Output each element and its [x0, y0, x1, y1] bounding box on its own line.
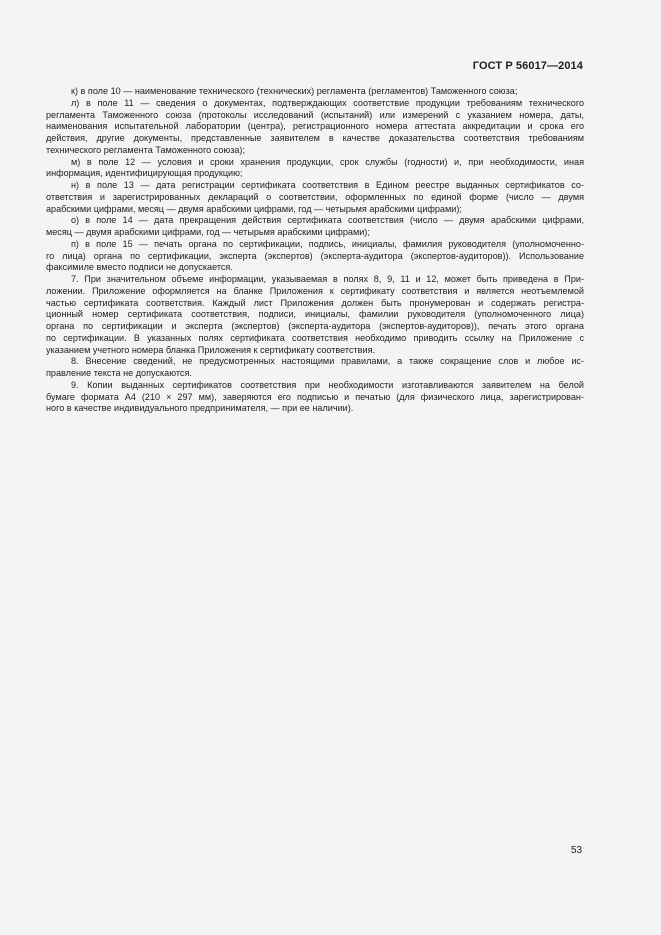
paragraph-p: [46, 239, 584, 274]
paragraph-7: [46, 274, 584, 356]
text-line: технического регламента Таможенного союза);: [46, 144, 245, 155]
text-line: правление текста не допускаются.: [46, 368, 192, 378]
paragraph-8: [46, 356, 584, 380]
text-line: о) в поле 14 — дата прекращения действия сертификата соответствия (число — двумя арабскими цифрами,: [71, 215, 584, 226]
paragraph-o: [46, 215, 584, 239]
text-line: ционный номер сертификата соответствия, подписи, инициалы, фамилии руководителя (уполномоченного лица): [46, 309, 584, 320]
text-line: месяц — двумя арабскими цифрами, год — четырьмя арабскими цифрами);: [46, 227, 370, 237]
paragraph-m: [46, 157, 584, 181]
text-line: к) в поле 10 — наименование технического (технических) регламента (регламентов) Таможенного союза;: [71, 86, 518, 96]
text-line: органа по сертификации и эксперта (экспертов) (эксперта-аудитора (экспертов-аудиторов)), печать этого органа: [46, 321, 584, 331]
text-line: ответствия и зарегистрированных деклараций о соответствии, оформленных по единой форме (число — двумя: [46, 191, 584, 202]
text-line: арабскими цифрами, месяц — двумя арабскими цифрами, год — четырьмя арабскими цифрами);: [46, 203, 462, 214]
text-line: п) в поле 15 — печать органа по сертификации, подпись, инициалы, фамилия руководителя (уполномоченно-: [71, 238, 584, 249]
text-line: ного в качестве индивидуального предпринимателя, — при ее наличии).: [46, 403, 354, 414]
paragraph-9: [46, 380, 584, 415]
text-line: действия, другие документы, представленные заявителем в качестве доказательства соответствия требованиям: [46, 133, 584, 143]
text-line: информация, идентифицирующая продукцию;: [46, 168, 243, 179]
page-number: 53: [571, 845, 583, 856]
text-line: го лица) органа по сертификации, эксперта (экспертов) (эксперта-аудитора (экспертов-аудиторов)). Использование: [46, 250, 584, 261]
text-line: 8. Внесение сведений, не предусмотренных настоящими правилами, а также сокращение слов и любое ис-: [71, 356, 584, 367]
paragraph-n: [46, 180, 584, 215]
text-line: регламента Таможенного союза (протоколы исследований (испытаний) или измерений с указанием номера, даты,: [46, 109, 584, 120]
text-line: наименования испытательной лаборатории (центра), регистрационного номера аттестата аккредитации и срока его: [46, 121, 584, 132]
text-line: по сертификации. В указанных полях сертификата соответствия необходимо приводить ссылку на Приложение с: [46, 332, 584, 343]
text-line: м) в поле 12 — условия и сроки хранения продукции, срок службы (годности) и, при необходимости, иная: [71, 156, 584, 167]
paragraph-l: [46, 98, 584, 157]
text-line: факсимиле вместо подписи не допускается.: [46, 262, 233, 273]
text-line: 9. Копии выданных сертификатов соответствия при необходимости изготавливаются заявителем на белой: [71, 379, 584, 390]
text-line: частью сертификата соответствия. Каждый лист Приложения должен быть пронумерован и содержать регистра-: [46, 297, 584, 308]
text-line: л) в поле 11 — сведения о документах, подтверждающих соответствие продукции требованиям технического: [71, 97, 584, 108]
paragraph-k: [46, 86, 584, 98]
text-line: указанием учетного номера бланка Приложения к сертификату соответствия.: [46, 344, 376, 355]
document-body: [46, 86, 584, 415]
text-line: н) в поле 13 — дата регистрации сертификата соответствия в Едином реестре выданных сертификатов со-: [71, 180, 584, 190]
text-line: ложении. Приложение оформляется на бланке Приложения к сертификату соответствия и является неотъемлемой: [46, 285, 584, 296]
text-line: 7. При значительном объеме информации, указываемая в полях 8, 9, 11 и 12, может быть приведена в При-: [71, 274, 584, 284]
text-line: бумаге формата А4 (210 × 297 мм), заверяются его подписью и печатью (для физического лица, зарегистрирован-: [46, 391, 584, 402]
document-code-header: ГОСТ Р 56017—2014: [472, 60, 583, 72]
